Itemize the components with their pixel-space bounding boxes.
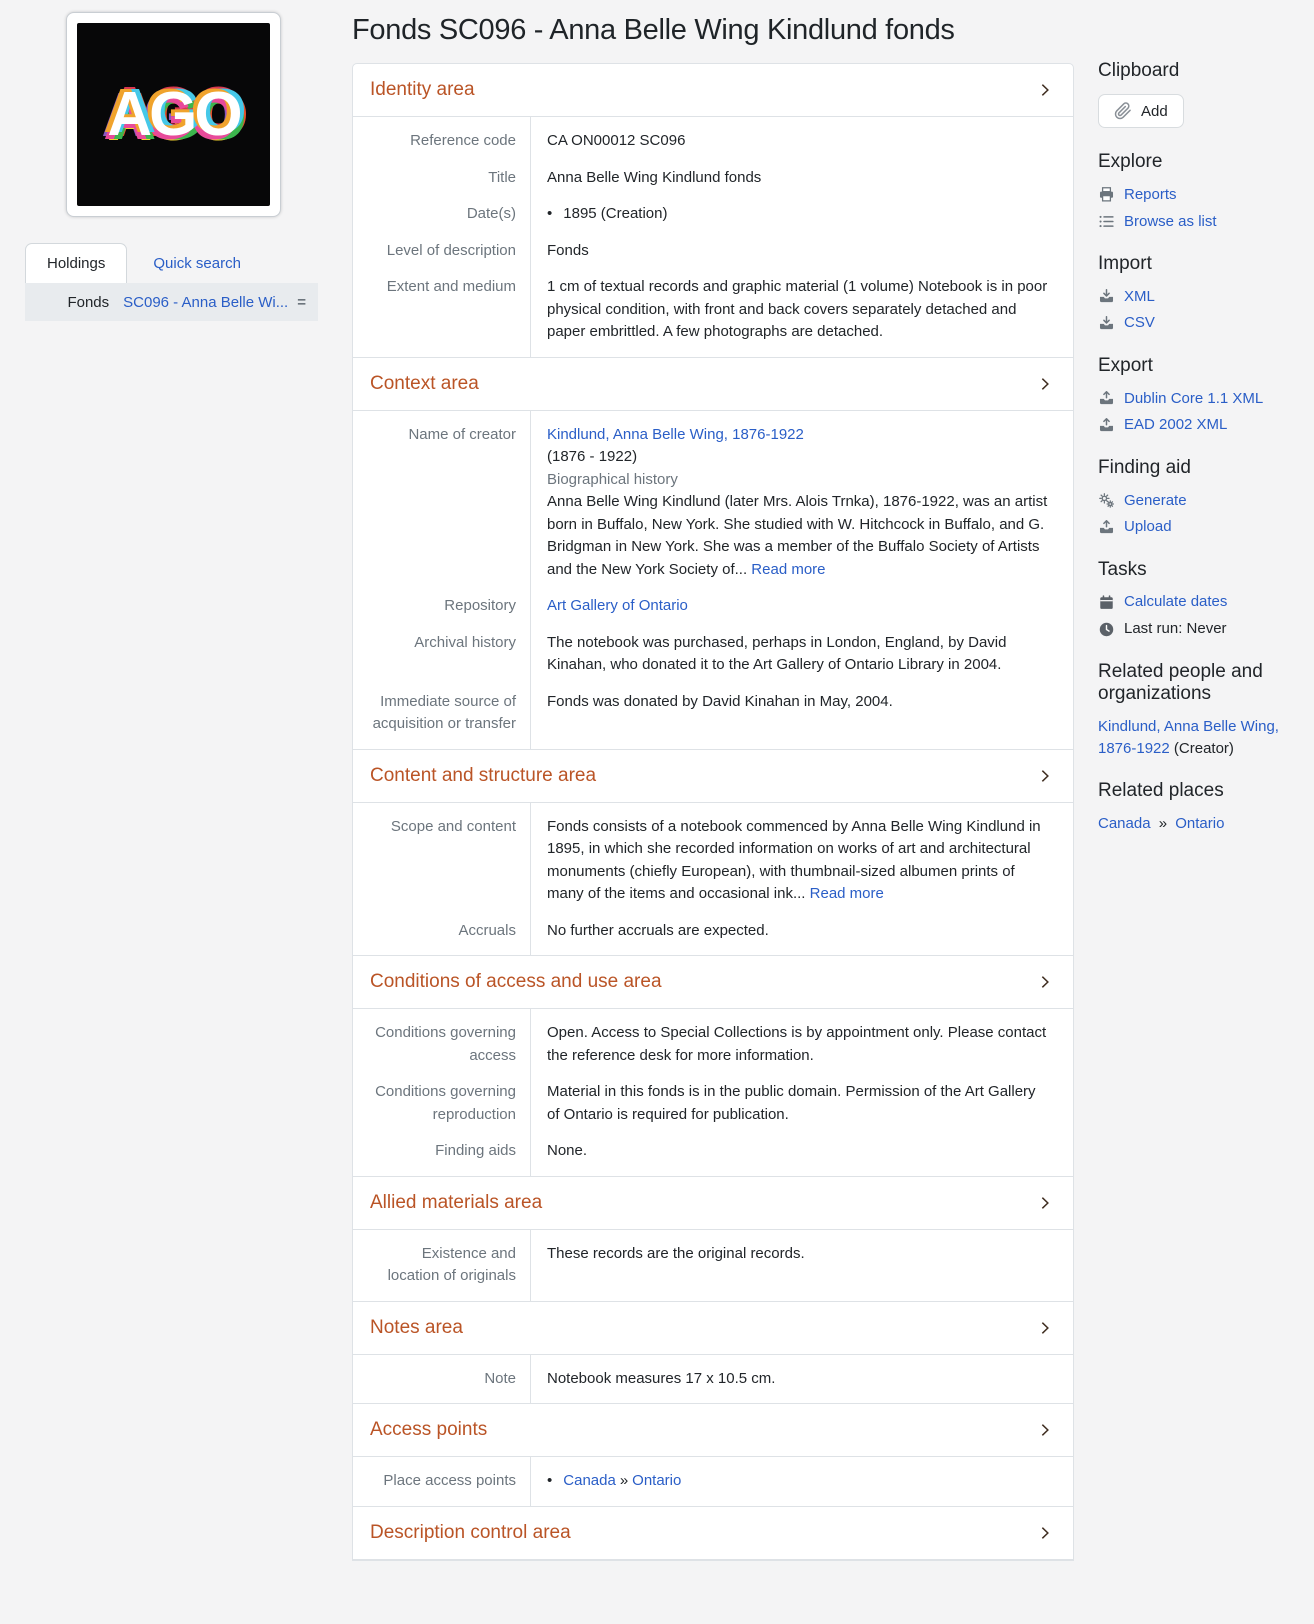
related-people-heading: Related people and organizations xyxy=(1098,660,1263,705)
dates-value xyxy=(531,196,1073,233)
place-link-canada[interactable]: Canada xyxy=(563,1472,616,1490)
conditions-table xyxy=(353,1009,1073,1176)
access-points-area-title: Access points xyxy=(370,1419,488,1441)
access-points-area-header[interactable] xyxy=(353,1403,1073,1457)
related-person-link[interactable]: Kindlund, Anna Belle Wing, 1876-1922 xyxy=(1098,717,1279,757)
note-value: Notebook measures 17 x 10.5 cm. xyxy=(547,1369,776,1387)
table-row xyxy=(353,625,1073,684)
dates-label: Date(s) xyxy=(353,196,531,233)
conditions-access-value: Open. Access to Special Collections is by appointment only. Please contact the reference desk for more information. xyxy=(547,1024,1047,1064)
tab-quick-search[interactable] xyxy=(127,243,267,283)
content-structure-area-title: Content and structure area xyxy=(370,764,597,786)
title-value: Anna Belle Wing Kindlund fonds xyxy=(547,168,762,186)
reports-label: Reports xyxy=(1124,185,1177,203)
paperclip-icon xyxy=(1114,102,1132,120)
conditions-access-label: Conditions governing access xyxy=(353,1009,531,1074)
breadcrumb-separator: » xyxy=(619,1472,629,1490)
finding-aid-upload-link[interactable] xyxy=(1098,516,1306,538)
content-structure-table xyxy=(353,803,1073,956)
related-person-role: (Creator) xyxy=(1173,739,1234,757)
identity-area-header[interactable] xyxy=(353,64,1073,117)
title-label: Title xyxy=(353,160,531,197)
creator-value xyxy=(531,411,1073,589)
browse-as-list-link[interactable] xyxy=(1098,211,1306,233)
finding-aids-label: Finding aids xyxy=(353,1133,531,1176)
ago-logo-text: AGO xyxy=(107,80,240,149)
tab-holdings-label: Holdings xyxy=(47,255,106,272)
import-heading: Import xyxy=(1098,253,1152,275)
download-icon xyxy=(1098,315,1115,332)
chevron-right-icon xyxy=(1037,768,1053,784)
table-row xyxy=(353,684,1073,749)
related-people-entry xyxy=(1098,716,1306,760)
export-ead-link[interactable] xyxy=(1098,414,1306,436)
table-row xyxy=(353,803,1073,913)
clock-icon xyxy=(1098,621,1115,638)
table-row xyxy=(353,160,1073,197)
table-row xyxy=(353,588,1073,625)
import-xml-label: XML xyxy=(1124,287,1155,305)
reference-code-value: CA ON00012 SC096 xyxy=(547,132,686,150)
accruals-label: Accruals xyxy=(353,913,531,956)
reports-link[interactable] xyxy=(1098,184,1306,206)
extent-value: 1 cm of textual records and graphic material (1 volume) Notebook is in poor physical condition, with front and back covers separately detached and paper embrittled. A few photographs are detached. xyxy=(547,278,1048,341)
related-places-entry xyxy=(1098,813,1306,835)
table-row xyxy=(353,913,1073,956)
description-panel xyxy=(352,63,1074,1561)
description-control-area-title: Description control area xyxy=(370,1521,571,1543)
table-row xyxy=(353,1074,1073,1133)
creator-dates: (1876 - 1922) xyxy=(547,448,638,466)
clipboard-add-button[interactable] xyxy=(1098,94,1184,128)
table-row xyxy=(353,1457,1073,1506)
export-heading: Export xyxy=(1098,355,1153,377)
related-places-heading: Related places xyxy=(1098,780,1224,802)
list-icon xyxy=(1098,213,1115,230)
level-value: Fonds xyxy=(547,241,589,259)
biographical-history-heading: Biographical history xyxy=(547,470,678,488)
chevron-right-icon xyxy=(1037,1422,1053,1438)
explore-heading: Explore xyxy=(1098,151,1163,173)
context-sidebar xyxy=(1098,60,1306,836)
main-content xyxy=(352,14,1074,1561)
table-row xyxy=(353,1355,1073,1404)
tab-holdings[interactable] xyxy=(25,243,127,283)
treeview-tabs xyxy=(25,243,318,283)
upload-icon xyxy=(1098,417,1115,434)
import-csv-link[interactable] xyxy=(1098,312,1306,334)
description-control-area-header[interactable] xyxy=(353,1506,1073,1560)
table-row xyxy=(353,1009,1073,1074)
breadcrumb-separator: » xyxy=(1158,814,1168,832)
import-csv-label: CSV xyxy=(1124,314,1155,332)
notes-area-title: Notes area xyxy=(370,1316,463,1338)
export-dublin-core-label: Dublin Core 1.1 XML xyxy=(1124,389,1264,407)
chevron-right-icon xyxy=(1037,1195,1053,1211)
extent-label: Extent and medium xyxy=(353,269,531,357)
treeview-column xyxy=(25,12,318,321)
conditions-area-header[interactable] xyxy=(353,955,1073,1009)
context-table xyxy=(353,411,1073,749)
repository-label: Repository xyxy=(353,588,531,625)
ago-logo xyxy=(77,23,270,206)
browse-as-list-label: Browse as list xyxy=(1124,212,1217,230)
chevron-right-icon xyxy=(1037,974,1053,990)
biographical-history-text: Anna Belle Wing Kindlund (later Mrs. Alois Trnka), 1876-1922, was an artist born in Buffalo, New York. She studied with W. Hitchcock in Buffalo, and G. Bridgman in New York. She was a member of the Buffalo Society of Artists and the New York Society of... Read more xyxy=(547,493,1048,578)
immediate-source-value: Fonds was donated by David Kinahan in May, 2004. xyxy=(547,692,893,710)
calendar-icon xyxy=(1098,594,1115,611)
conditions-reproduction-value: Material in this fonds is in the public domain. Permission of the Art Gallery of Ontario is required for publication. xyxy=(547,1083,1036,1123)
chevron-right-icon xyxy=(1037,82,1053,98)
calculate-dates-link[interactable] xyxy=(1098,591,1306,613)
scope-content-value: Fonds consists of a notebook commenced by Anna Belle Wing Kindlund in 1895, in which she recorded information on works of art and architectural monuments (chiefly European), with thumbnail-sized albumen prints of many of the items and occasional ink... Read more xyxy=(547,817,1041,903)
page-title: Fonds SC096 - Anna Belle Wing Kindlund fonds xyxy=(352,14,955,46)
related-place-link-canada[interactable]: Canada xyxy=(1098,814,1151,832)
upload-icon xyxy=(1098,390,1115,407)
table-row xyxy=(353,196,1073,233)
table-row xyxy=(353,233,1073,270)
identity-area-title: Identity area xyxy=(370,79,475,101)
upload-icon xyxy=(1098,519,1115,536)
chevron-right-icon xyxy=(1037,376,1053,392)
archival-history-label: Archival history xyxy=(353,625,531,684)
conditions-area-title: Conditions of access and use area xyxy=(370,971,662,993)
repository-logo[interactable] xyxy=(66,12,281,217)
notes-table xyxy=(353,1355,1073,1404)
tab-quick-search-label: Quick search xyxy=(153,254,241,272)
access-points-table xyxy=(353,1457,1073,1506)
place-access-points-label: Place access points xyxy=(353,1457,531,1506)
place-link-ontario[interactable]: Ontario xyxy=(632,1472,682,1490)
note-label: Note xyxy=(353,1355,531,1404)
finding-aids-value: None. xyxy=(547,1142,588,1160)
notes-area-header[interactable] xyxy=(353,1301,1073,1355)
chevron-right-icon xyxy=(1037,1320,1053,1336)
printer-icon xyxy=(1098,186,1115,203)
existence-originals-label: Existence and location of originals xyxy=(353,1230,531,1301)
read-more-link[interactable]: Read more xyxy=(751,560,826,578)
conditions-reproduction-label: Conditions governing reproduction xyxy=(353,1074,531,1133)
accruals-value: No further accruals are expected. xyxy=(547,921,769,939)
context-area-header[interactable] xyxy=(353,357,1073,411)
treeview-current-item[interactable] xyxy=(25,283,318,321)
table-row xyxy=(353,269,1073,357)
grip-icon: = xyxy=(297,293,306,311)
immediate-source-label: Immediate source of acquisition or transfer xyxy=(353,684,531,749)
bullet-icon: • xyxy=(547,205,553,223)
allied-materials-table xyxy=(353,1230,1073,1301)
finding-aid-generate-label: Generate xyxy=(1124,491,1187,509)
repository-value xyxy=(531,588,1073,625)
finding-aid-generate-link[interactable] xyxy=(1098,490,1306,512)
allied-materials-area-title: Allied materials area xyxy=(370,1191,543,1213)
treeview-item-link[interactable]: SC096 - Anna Belle Wi... xyxy=(123,293,289,311)
clipboard-add-label: Add xyxy=(1141,102,1168,120)
content-structure-area-header[interactable] xyxy=(353,749,1073,803)
reference-code-label: Reference code xyxy=(353,117,531,160)
calculate-dates-label: Calculate dates xyxy=(1124,593,1228,611)
tasks-heading: Tasks xyxy=(1098,559,1147,581)
context-area-title: Context area xyxy=(370,372,479,394)
scope-content-label: Scope and content xyxy=(353,803,531,913)
table-row xyxy=(353,411,1073,589)
table-row xyxy=(353,117,1073,160)
bullet-icon: • xyxy=(547,1472,553,1490)
archival-history-value: The notebook was purchased, perhaps in London, England, by David Kinahan, who donated it to the Art Gallery of Ontario Library in 2004. xyxy=(547,633,1007,674)
table-row xyxy=(353,1230,1073,1301)
clipboard-heading: Clipboard xyxy=(1098,60,1180,81)
related-place-link-ontario[interactable]: Ontario xyxy=(1175,814,1225,832)
finding-aid-upload-label: Upload xyxy=(1124,518,1172,536)
level-label: Level of description xyxy=(353,233,531,270)
allied-materials-area-header[interactable] xyxy=(353,1176,1073,1230)
treeview-item-level: Fonds xyxy=(67,293,110,311)
last-run-label: Last run: Never xyxy=(1124,620,1227,638)
creator-label: Name of creator xyxy=(353,411,531,589)
export-dublin-core-link[interactable] xyxy=(1098,388,1306,410)
download-icon xyxy=(1098,288,1115,305)
read-more-link[interactable]: Read more xyxy=(809,885,884,903)
last-run-status xyxy=(1098,618,1306,640)
repository-link[interactable]: Art Gallery of Ontario xyxy=(547,597,688,615)
gears-icon xyxy=(1098,492,1115,509)
existence-originals-value: These records are the original records. xyxy=(547,1244,805,1262)
identity-table xyxy=(353,117,1073,357)
creator-link[interactable]: Kindlund, Anna Belle Wing, 1876-1922 xyxy=(547,425,804,443)
export-ead-label: EAD 2002 XML xyxy=(1124,416,1228,434)
place-access-points-value xyxy=(531,1457,1073,1506)
import-xml-link[interactable] xyxy=(1098,286,1306,308)
chevron-right-icon xyxy=(1037,1525,1053,1541)
finding-aid-heading: Finding aid xyxy=(1098,457,1191,479)
table-row xyxy=(353,1133,1073,1176)
dates-text: 1895 (Creation) xyxy=(563,205,668,223)
